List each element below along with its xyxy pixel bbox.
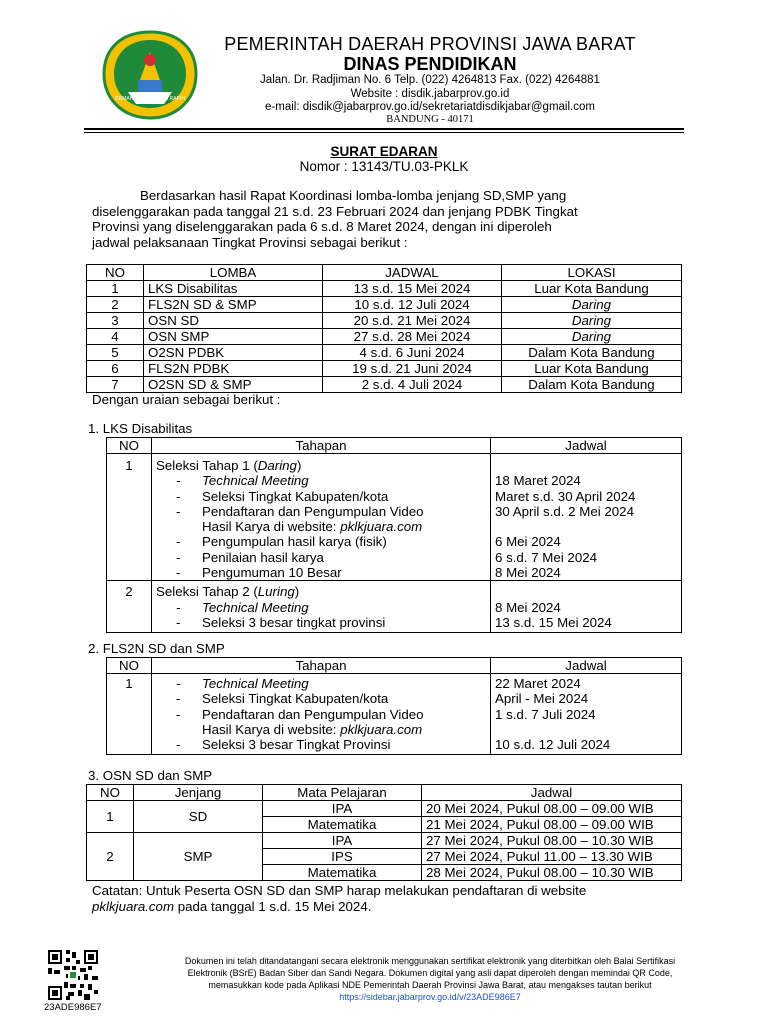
lks-table <box>106 437 682 633</box>
table-row <box>87 313 682 329</box>
competition-table <box>86 264 682 393</box>
date-item: 1 s.d. 7 Juli 2024 <box>495 706 596 722</box>
website-link: pklkjuara.com <box>92 898 175 914</box>
stage-item: - Technical Meeting <box>156 676 486 691</box>
cell-no: 7 <box>87 377 144 393</box>
disclaimer-line-2: Elektronik (BSrE) Badan Siber dan Sandi Negara. Dokumen digital yang asli dapat diperoleh dengan memindai QR Code, <box>187 968 673 978</box>
website-link: pklkjuara.com <box>340 519 423 535</box>
stage-item-cont <box>156 722 486 737</box>
date-item: 10 s.d. 12 Juli 2024 <box>495 737 611 753</box>
qr-code <box>48 950 98 1000</box>
table-row <box>87 329 682 345</box>
cell-lokasi: Daring <box>502 313 682 329</box>
office-address: Jalan. Dr. Radjiman No. 6 Telp. (022) 4264813 Fax. (022) 4264881 <box>260 74 600 86</box>
col-no: NO <box>87 785 134 801</box>
cell-mapel: Matematika <box>263 865 422 881</box>
table-row <box>87 297 682 313</box>
date-item: Maret s.d. 30 April 2024 <box>495 488 636 504</box>
stage-pre: Seleksi Tahap 1 ( <box>156 458 258 473</box>
stage-mode: Daring <box>257 458 297 473</box>
col-lomba: LOMBA <box>144 265 323 281</box>
header-divider-thin <box>84 132 684 133</box>
date-item: 30 April s.d. 2 Mei 2024 <box>495 503 634 519</box>
col-lokasi: LOKASI <box>502 265 682 281</box>
fls2n-table <box>106 657 682 755</box>
cell-jadwal <box>491 674 682 755</box>
cell-lokasi: Luar Kota Bandung <box>502 361 682 377</box>
col-tahapan: Tahapan <box>152 658 491 674</box>
cell-lokasi: Dalam Kota Bandung <box>502 345 682 361</box>
cell-no: 2 <box>87 833 134 881</box>
date-item: 8 Mei 2024 <box>495 565 561 581</box>
stage-item: - Pendaftaran dan Pengumpulan Video <box>156 504 486 519</box>
stage-pre: Seleksi Tahap 2 ( <box>156 584 258 600</box>
stage-item: - Technical Meeting <box>156 473 486 488</box>
cell-lomba: O2SN SD & SMP <box>144 377 323 393</box>
date-item: 18 Maret 2024 <box>495 473 581 489</box>
office-title: DINAS PENDIDIKAN <box>343 54 517 74</box>
cell-no: 5 <box>87 345 144 361</box>
stage-item: - Pengumuman 10 Besar <box>156 565 486 580</box>
stage-item: - Pendaftaran dan Pengumpulan Video <box>156 707 486 722</box>
table-row <box>107 581 682 633</box>
col-tahapan: Tahapan <box>152 438 491 454</box>
table-row <box>87 281 682 297</box>
cell-lokasi: Dalam Kota Bandung <box>502 377 682 393</box>
cell-jadwal: 27 Mei 2024, Pukul 11.00 – 13.30 WIB <box>422 849 682 865</box>
col-no: NO <box>107 658 152 674</box>
cell-no: 1 <box>107 674 152 755</box>
disclaimer-line-3: memasukkan kode pada Aplikasi NDE Pemerintah Daerah Provinsi Jawa Barat, atau mengakses tautan berikut <box>208 980 652 990</box>
stage-post: ) <box>296 458 302 473</box>
note-line-1: Catatan: Untuk Peserta OSN SD dan SMP harap melakukan pendaftaran di website <box>92 883 587 898</box>
date-item: 6 s.d. 7 Mei 2024 <box>495 549 598 565</box>
col-mapel: Mata Pelajaran <box>263 785 422 801</box>
stage-item: - Seleksi 3 besar Tingkat Provinsi <box>156 737 486 752</box>
col-jenjang: Jenjang <box>134 785 263 801</box>
cell-jenjang: SMP <box>134 833 263 881</box>
col-jadwal: Jadwal <box>422 785 682 801</box>
cell-no: 4 <box>87 329 144 345</box>
cell-jadwal: 13 s.d. 15 Mei 2024 <box>323 281 502 297</box>
uraian-text: Dengan uraian sebagai berikut : <box>92 392 281 407</box>
intro-line-2: diselenggarakan pada tanggal 21 s.d. 23 Februari 2024 dan jenjang PDBK Tingkat <box>92 203 578 219</box>
cell-jadwal <box>491 581 682 633</box>
gov-title: PEMERINTAH DAERAH PROVINSI JAWA BARAT <box>224 34 636 54</box>
stage-item: - Technical Meeting <box>156 600 486 615</box>
header-divider <box>84 128 684 130</box>
logo-motto: GEMAH RIPAH REPEH RAPIH <box>115 96 185 102</box>
cell-jadwal: 27 Mei 2024, Pukul 08.00 – 10.30 WIB <box>422 833 682 849</box>
table-row <box>87 377 682 393</box>
date-item: 6 Mei 2024 <box>495 534 561 550</box>
cell-jadwal: 4 s.d. 6 Juni 2024 <box>323 345 502 361</box>
cell-lomba: LKS Disabilitas <box>144 281 323 297</box>
table-row <box>87 801 682 817</box>
note-line-2 <box>92 899 676 915</box>
intro-line-3: Provinsi yang diselenggarakan pada 6 s.d. 8 Maret 2024, dengan ini diperoleh <box>92 219 552 234</box>
letter-title: SURAT EDARAN <box>330 144 438 159</box>
stage-item: - Seleksi Tingkat Kabupaten/kota <box>156 691 486 706</box>
website-link: pklkjuara.com <box>340 721 423 737</box>
cell-no: 1 <box>87 281 144 297</box>
note-text: pada tanggal 1 s.d. 15 Mei 2024. <box>174 898 372 914</box>
office-website: Website : disdik.jabarprov.go.id <box>350 88 510 100</box>
cell-lomba: OSN SMP <box>144 329 323 345</box>
col-no: NO <box>87 265 144 281</box>
cell-jadwal: 10 s.d. 12 Juli 2024 <box>323 297 502 313</box>
cell-mapel: IPA <box>263 801 422 817</box>
table-row <box>87 361 682 377</box>
cell-no: 3 <box>87 313 144 329</box>
cell-jadwal: 2 s.d. 4 Juli 2024 <box>323 377 502 393</box>
e-sign-disclaimer <box>130 955 730 1003</box>
intro-line-1: Berdasarkan hasil Rapat Koordinasi lomba-lomba jenjang SD,SMP yang <box>140 188 567 203</box>
cell-lomba: O2SN PDBK <box>144 345 323 361</box>
table-header-row <box>87 785 682 801</box>
cell-no: 1 <box>87 801 134 833</box>
cell-no: 1 <box>107 454 152 581</box>
section3-title: 3. OSN SD dan SMP <box>88 768 213 783</box>
cont-text: Hasil Karya di website: <box>202 519 341 535</box>
date-item: 13 s.d. 15 Mei 2024 <box>495 614 612 630</box>
date-item: 8 Mei 2024 <box>495 599 561 615</box>
table-row <box>107 454 682 581</box>
col-jadwal: Jadwal <box>491 658 682 674</box>
cell-no: 6 <box>87 361 144 377</box>
osn-note <box>92 883 676 914</box>
intro-paragraph <box>92 188 676 250</box>
table-row <box>87 345 682 361</box>
stage-label <box>156 584 299 599</box>
table-header-row <box>107 658 682 674</box>
stage-item: - Seleksi Tingkat Kabupaten/kota <box>156 489 486 504</box>
section2-title: 2. FLS2N SD dan SMP <box>88 641 225 656</box>
cell-mapel: Matematika <box>263 817 422 833</box>
cell-lokasi: Daring <box>502 329 682 345</box>
cell-jadwal: 19 s.d. 21 Juni 2024 <box>323 361 502 377</box>
stage-item-cont <box>156 519 486 534</box>
stage-mode: Luring <box>257 584 295 600</box>
section1-title: 1. LKS Disabilitas <box>88 421 193 436</box>
intro-line-4: jadwal pelaksanaan Tingkat Provinsi sebagai berikut : <box>92 234 408 250</box>
cell-jadwal: 27 s.d. 28 Mei 2024 <box>323 329 502 345</box>
letter-number: Nomor : 13143/TU.03-PKLK <box>299 159 469 174</box>
cell-jenjang: SD <box>134 801 263 833</box>
col-no: NO <box>107 438 152 454</box>
table-row <box>107 674 682 755</box>
col-jadwal: JADWAL <box>323 265 502 281</box>
cell-mapel: IPS <box>263 849 422 865</box>
cell-lokasi: Daring <box>502 297 682 313</box>
stage-item: - Penilaian hasil karya <box>156 550 486 565</box>
table-row <box>87 833 682 849</box>
cell-no: 2 <box>87 297 144 313</box>
provincial-logo <box>100 30 200 120</box>
cell-tahapan <box>152 674 491 755</box>
cont-text: Hasil Karya di website: <box>202 721 341 737</box>
cell-lomba: OSN SD <box>144 313 323 329</box>
verification-link[interactable]: https://sidebar.jabarprov.go.id/v/23ADE986E7 <box>339 992 521 1002</box>
stage-label <box>156 458 301 473</box>
cell-tahapan <box>152 581 491 633</box>
cell-jadwal <box>491 454 682 581</box>
cell-no: 2 <box>107 581 152 633</box>
cell-jadwal: 21 Mei 2024, Pukul 08.00 – 09.00 WIB <box>422 817 682 833</box>
col-jadwal: Jadwal <box>491 438 682 454</box>
office-city: BANDUNG - 40171 <box>386 114 474 125</box>
qr-code-id: 23ADE986E7 <box>44 1002 102 1013</box>
stage-item: - Pengumpulan hasil karya (fisik) <box>156 534 486 549</box>
disclaimer-line-1: Dokumen ini telah ditandatangani secara elektronik menggunakan sertifikat elektronik yang diterbitkan oleh Balai Sertifikasi <box>184 956 676 966</box>
osn-table <box>86 784 682 881</box>
stage-item: - Seleksi 3 besar tingkat provinsi <box>156 615 486 630</box>
cell-mapel: IPA <box>263 833 422 849</box>
table-header-row <box>87 265 682 281</box>
stage-post: ) <box>294 584 300 600</box>
cell-jadwal: 20 s.d. 21 Mei 2024 <box>323 313 502 329</box>
cell-tahapan <box>152 454 491 581</box>
table-header-row <box>107 438 682 454</box>
office-email: e-mail: disdik@jabarprov.go.id/sekretariatdisdikjabar@gmail.com <box>265 101 595 113</box>
cell-lomba: FLS2N SD & SMP <box>144 297 323 313</box>
cell-jadwal: 28 Mei 2024, Pukul 08.00 – 10.30 WIB <box>422 865 682 881</box>
date-item: April - Mei 2024 <box>495 691 589 707</box>
date-item: 22 Maret 2024 <box>495 676 581 691</box>
cell-jadwal: 20 Mei 2024, Pukul 08.00 – 09.00 WIB <box>422 801 682 817</box>
cell-lomba: FLS2N PDBK <box>144 361 323 377</box>
cell-lokasi: Luar Kota Bandung <box>502 281 682 297</box>
